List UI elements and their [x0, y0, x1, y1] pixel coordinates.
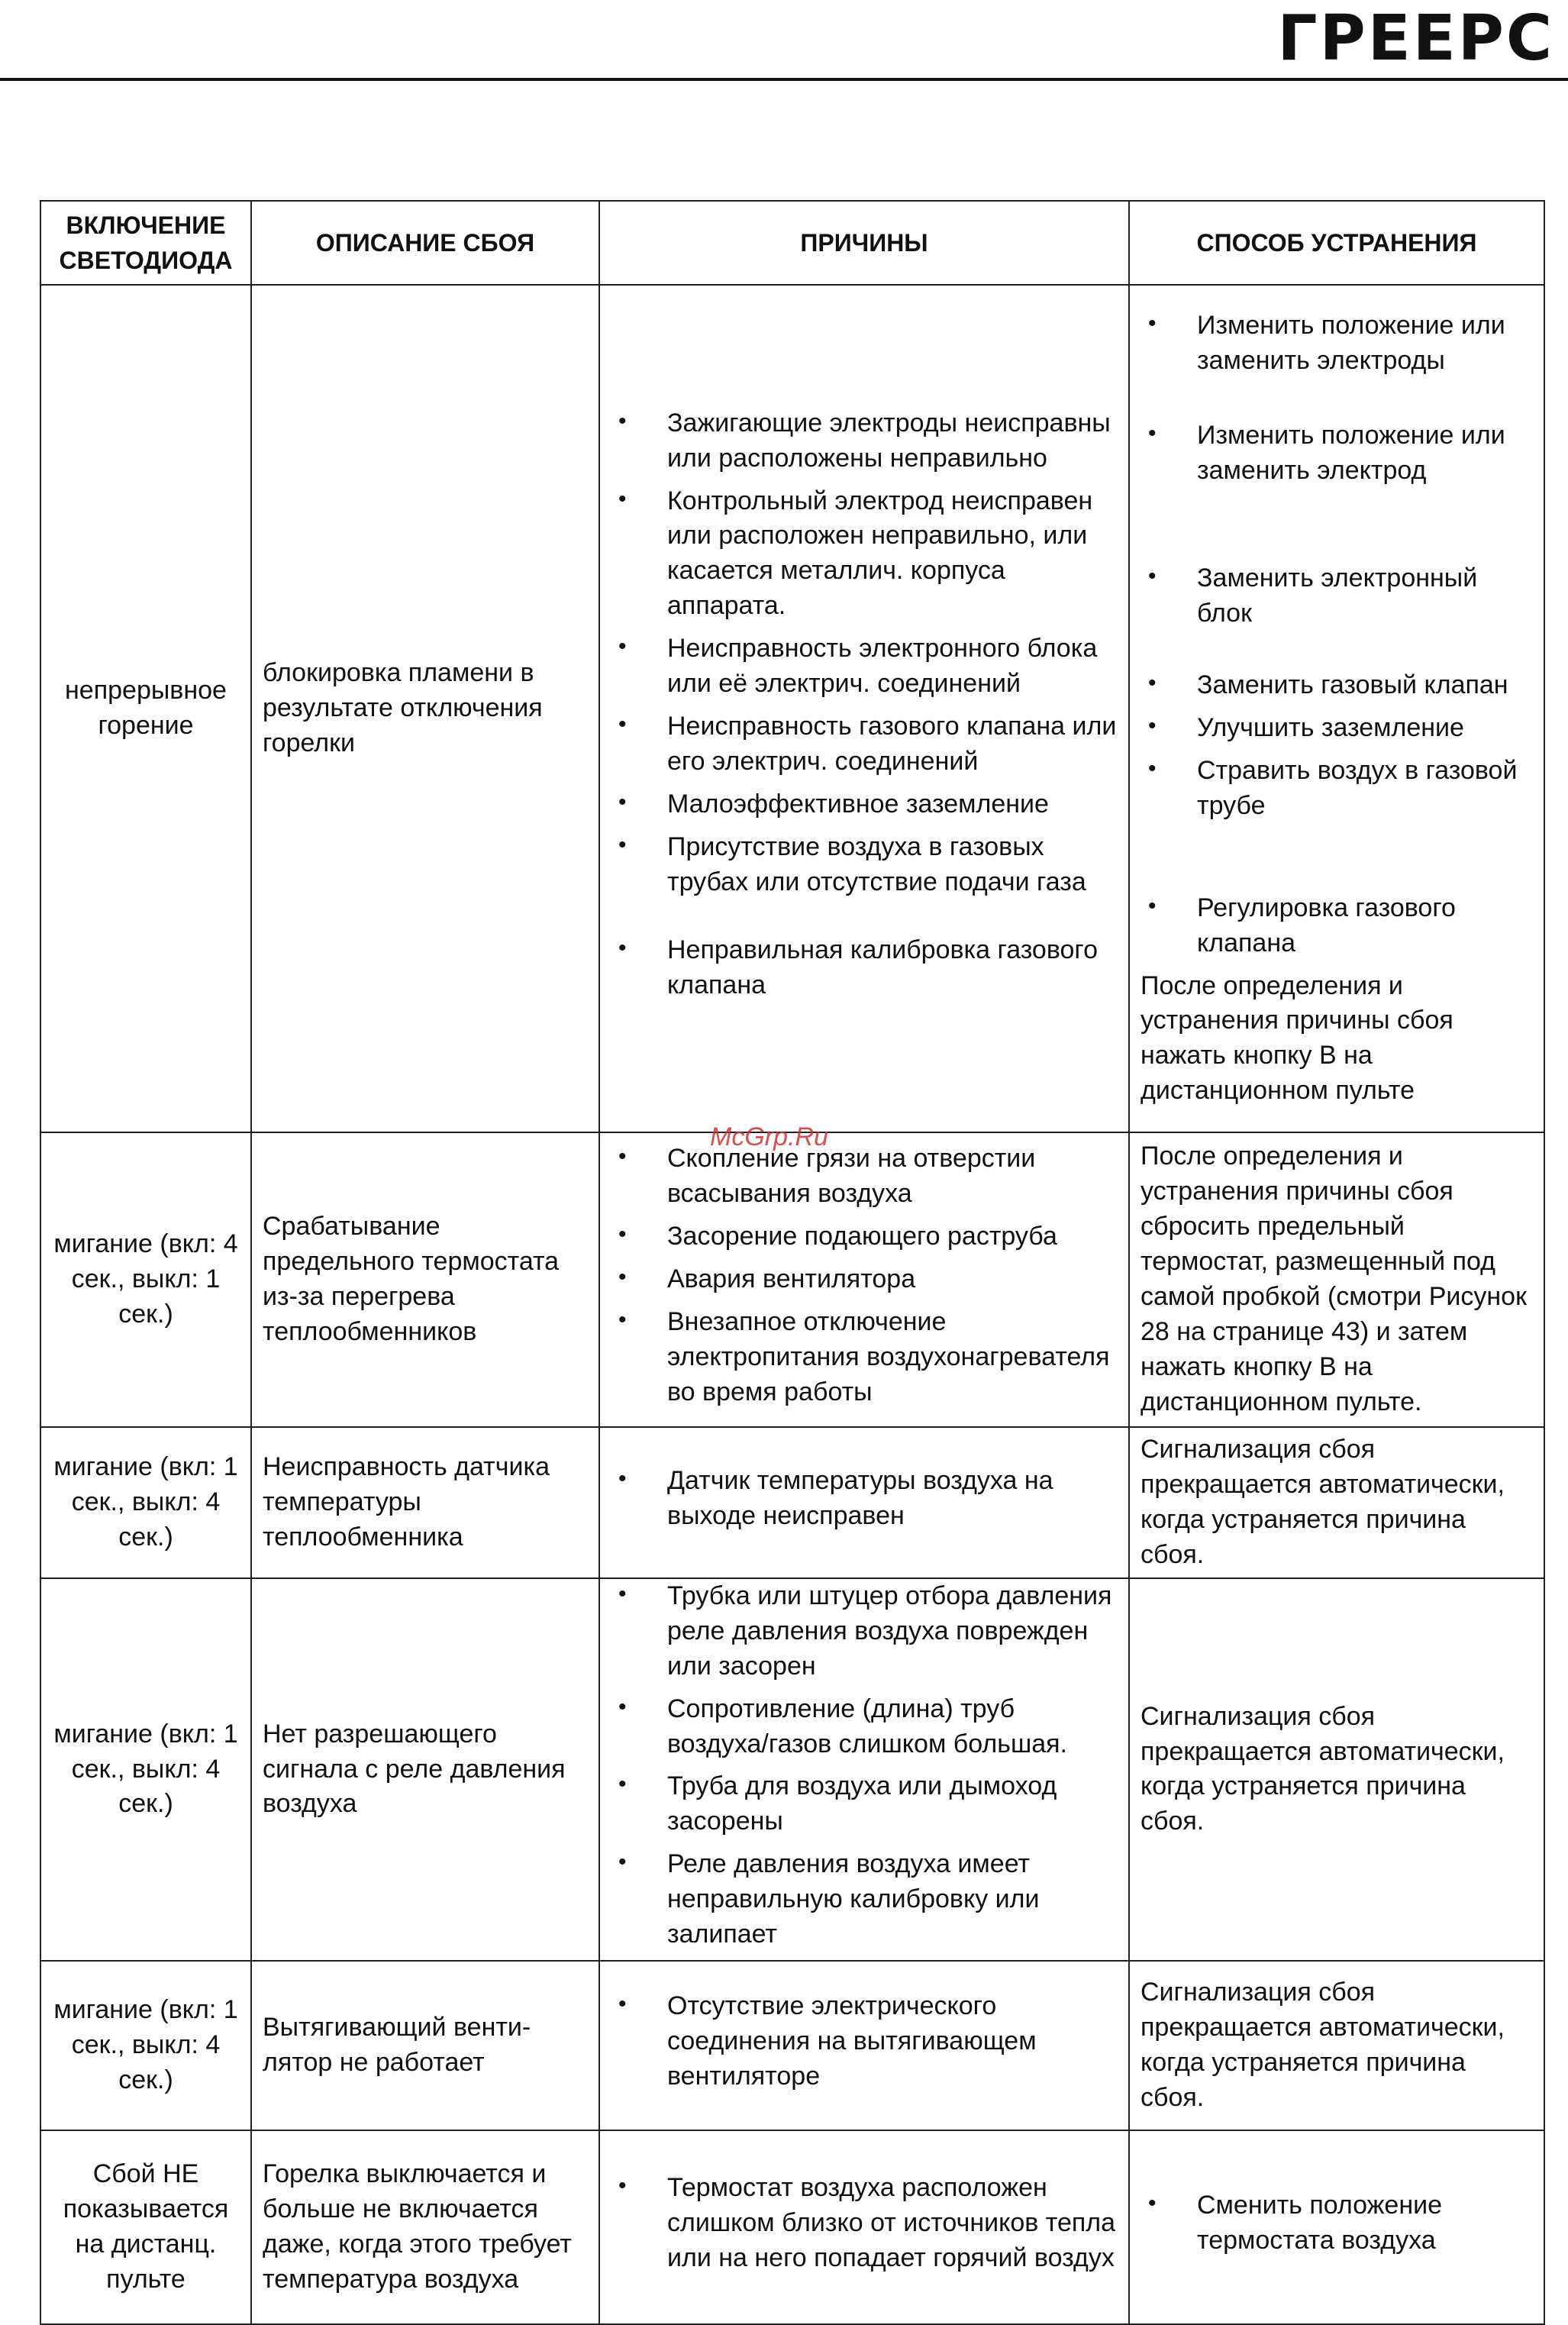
header-rule [0, 78, 1568, 81]
cause-item: • Малоэффективное заземление [611, 787, 1118, 822]
col-header-led: ВКЛЮЧЕНИЕ СВЕТОДИОДА [40, 201, 251, 285]
remedy-cell [1129, 1578, 1544, 1961]
cause-item: • Труба для воздуха или дымоход засорены [611, 1769, 1118, 1839]
col-header-causes: ПРИЧИНЫ [599, 201, 1129, 285]
remedy-cell [1129, 2130, 1544, 2324]
watermark: McGrp.Ru [710, 1122, 828, 1151]
description-cell: Вытягивающий венти-лятор не работает [251, 1961, 599, 2130]
remedy-item: • Регулировка газового клапана [1141, 891, 1533, 961]
cause-item: • Датчик температуры воздуха на выходе неисправен [611, 1464, 1118, 1534]
cause-item: • Внезапное отключение электропитания воздухонагревателя во время работы [611, 1305, 1118, 1410]
remedy-item: • Улучшить заземление [1141, 711, 1533, 746]
description-cell: блокировка пламени в результате отключения горелки [251, 285, 599, 1132]
remedy-item: • Заменить электронный блок [1141, 561, 1533, 631]
cause-item: • Неправильная калибровка газового клапана [611, 933, 1118, 1003]
remedy-cell [1129, 1427, 1544, 1578]
remedy-text: Сигнализация сбоя прекращается автоматически, когда устраняется причина сбоя. [1141, 1701, 1505, 1836]
remedy-text: Сигнализация сбоя прекращается автоматически, когда устраняется причина сбоя. [1141, 1978, 1505, 2112]
table-row [40, 2130, 1544, 2324]
led-cell: мигание (вкл: 4 сек., выкл: 1 сек.) [40, 1132, 251, 1427]
cause-item: • Авария вентилятора [611, 1262, 1118, 1297]
cause-item: • Засорение подающего раструба [611, 1219, 1118, 1255]
table-header-row [40, 201, 1544, 285]
cause-item: • Неисправность электронного блока или её электрич. соединений [611, 631, 1118, 702]
remedy-note: После определения и устранения причины сбоя нажать кнопку В на дистанционном пульте [1141, 970, 1453, 1106]
description-cell: Нет разрешающего сигнала с реле давления воздуха [251, 1578, 599, 1961]
table-row [40, 1578, 1544, 1961]
cause-item: • Неисправность газового клапана или его электрич. соединений [611, 709, 1118, 780]
table-row [40, 1427, 1544, 1578]
cause-item: • Зажигающие электроды неисправны или расположены неправильно [611, 406, 1118, 476]
cause-item: • Термостат воздуха расположен слишком близко от источников тепла или на него попадает горячий воздух [611, 2171, 1118, 2276]
remedy-item: • Изменить положение или заменить электрод [1141, 418, 1533, 489]
causes-cell [599, 1961, 1129, 2130]
causes-cell [599, 285, 1129, 1132]
col-header-remedy: СПОСОБ УСТРАНЕНИЯ [1129, 201, 1544, 285]
remedy-text: Сигнализация сбоя прекращается автоматически, когда устраняется причина сбоя. [1141, 1435, 1505, 1569]
causes-cell [599, 2130, 1129, 2324]
table-row [40, 285, 1544, 1132]
causes-cell [599, 1578, 1129, 1961]
remedy-cell [1129, 285, 1544, 1132]
description-cell: Срабатывание предельного термостата из-за перегрева теплообменников [251, 1132, 599, 1427]
led-cell: непрерывное горение [40, 285, 251, 1132]
remedy-item: • Сменить положение термостата воздуха [1141, 2188, 1533, 2259]
led-cell: мигание (вкл: 1 сек., выкл: 4 сек.) [40, 1578, 251, 1961]
brand-logo: ГРЕЕРС [1277, 2, 1554, 75]
col-header-description: ОПИСАНИЕ СБОЯ [251, 201, 599, 285]
remedy-cell [1129, 1961, 1544, 2130]
causes-cell [599, 1427, 1129, 1578]
cause-item: • Присутствие воздуха в газовых трубах или отсутствие подачи газа [611, 830, 1118, 900]
remedy-cell [1129, 1132, 1544, 1427]
cause-item: • Реле давления воздуха имеет неправильную калибровку или залипает [611, 1847, 1118, 1952]
led-cell: Сбой НЕ показывается на дистанц. пульте [40, 2130, 251, 2324]
fault-table [40, 200, 1545, 2325]
led-cell: мигание (вкл: 1 сек., выкл: 4 сек.) [40, 1961, 251, 2130]
remedy-item: • Стравить воздух в газовой трубе [1141, 754, 1533, 824]
description-cell: Горелка выключается и больше не включается даже, когда этого требует температура воздуха [251, 2130, 599, 2324]
cause-item: • Контрольный электрод неисправен или расположен неправильно, или касается металлич. корпуса аппарата. [611, 484, 1118, 625]
remedy-item: • Изменить положение или заменить электроды [1141, 308, 1533, 379]
cause-item: • Трубка или штуцер отбора давления реле давления воздуха поврежден или засорен [611, 1579, 1118, 1684]
cause-item: • Отсутствие электрического соединения на вытягивающем вентиляторе [611, 1989, 1118, 2094]
led-cell: мигание (вкл: 1 сек., выкл: 4 сек.) [40, 1427, 251, 1578]
table-row [40, 1961, 1544, 2130]
remedy-text: После определения и устранения причины сбоя сбросить предельный термостат, размещенный под самой пробкой (смотри Рисунок 28 на странице 43) и затем нажать кнопку В на дистанционном пульте. [1141, 1142, 1527, 1416]
remedy-item: • Заменить газовый клапан [1141, 668, 1533, 703]
causes-cell [599, 1132, 1129, 1427]
cause-item: • Сопротивление (длина) труб воздуха/газов слишком большая. [611, 1692, 1118, 1762]
description-cell: Неисправность датчика температуры теплообменника [251, 1427, 599, 1578]
table-row [40, 1132, 1544, 1427]
cause-item: • Скопление грязи на отверстии всасывания воздуха [611, 1142, 1118, 1212]
